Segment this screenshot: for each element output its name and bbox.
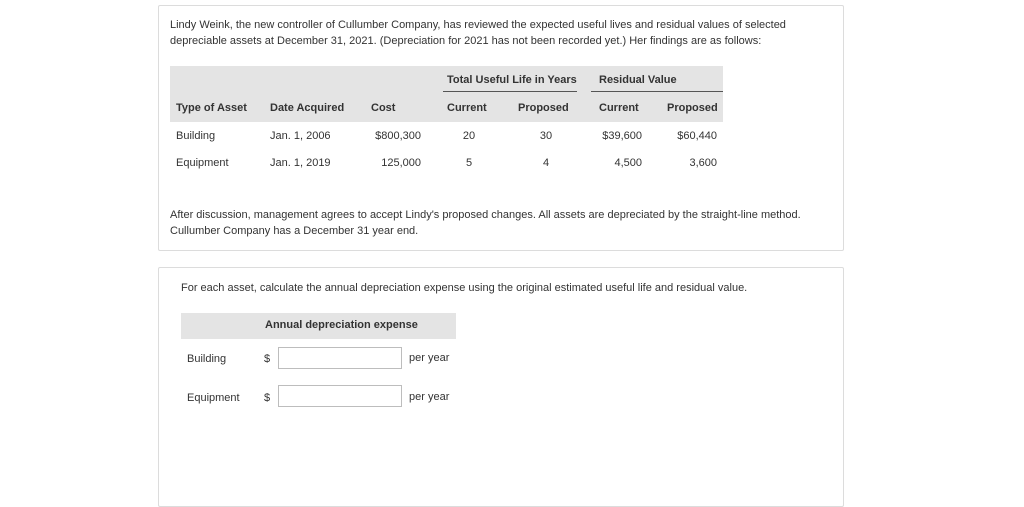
header-life-current: Current [447,102,487,114]
row-equipment-cost: 125,000 [381,157,421,169]
intro-text: Lindy Weink, the new controller of Cullumber Company, has reviewed the expected useful lives and residual values of selected depreciable assets at December 31, 2021. (Depreciation for 2021 has not been recorded yet.) Her findings are as follows: [170,19,786,47]
question-card [158,267,844,507]
header-life-proposed: Proposed [518,102,569,114]
row-building-life-current: 20 [462,130,476,142]
answer-header [181,313,456,339]
answer-equipment-currency: $ [264,392,271,404]
header-residual-underline [591,91,723,92]
answer-header-label: Annual depreciation expense [265,319,418,331]
header-date-acquired: Date Acquired [270,102,345,114]
row-building-date: Jan. 1, 2006 [270,130,331,142]
building-depreciation-input[interactable] [278,347,402,369]
row-equipment-life-current: 5 [465,157,473,169]
header-residual-proposed: Proposed [667,102,718,114]
header-cost: Cost [371,102,396,114]
header-useful-life-underline [443,91,577,92]
question-text: For each asset, calculate the annual depreciation expense using the original estimated useful life and residual value. [181,282,748,294]
row-building-residual-current: $39,600 [602,130,642,142]
problem-card [158,5,844,251]
row-building-cost: $800,300 [375,130,421,142]
header-residual-group: Residual Value [599,74,677,86]
answer-building-currency: $ [264,353,271,365]
header-useful-life-group: Total Useful Life in Years [447,74,577,86]
header-type-of-asset: Type of Asset [176,102,247,114]
after-discussion-text: After discussion, management agrees to accept Lindy's proposed changes. All assets are depreciated by the straight-line method. Cullumber Company has a December 31 year end. [170,209,801,237]
header-residual-current: Current [599,102,639,114]
answer-building-suffix: per year [409,352,450,364]
row-equipment-life-proposed: 4 [542,157,550,169]
answer-equipment-suffix: per year [409,391,450,403]
answer-building-label: Building [187,353,227,365]
row-building-type: Building [176,130,216,142]
row-equipment-residual-current: 4,500 [614,157,642,169]
row-equipment-type: Equipment [176,157,229,169]
row-building-life-proposed: 30 [539,130,553,142]
row-equipment-residual-proposed: 3,600 [689,157,717,169]
equipment-depreciation-input[interactable] [278,385,402,407]
answer-equipment-label: Equipment [187,392,240,404]
row-building-residual-proposed: $60,440 [677,130,717,142]
row-equipment-date: Jan. 1, 2019 [270,157,331,169]
